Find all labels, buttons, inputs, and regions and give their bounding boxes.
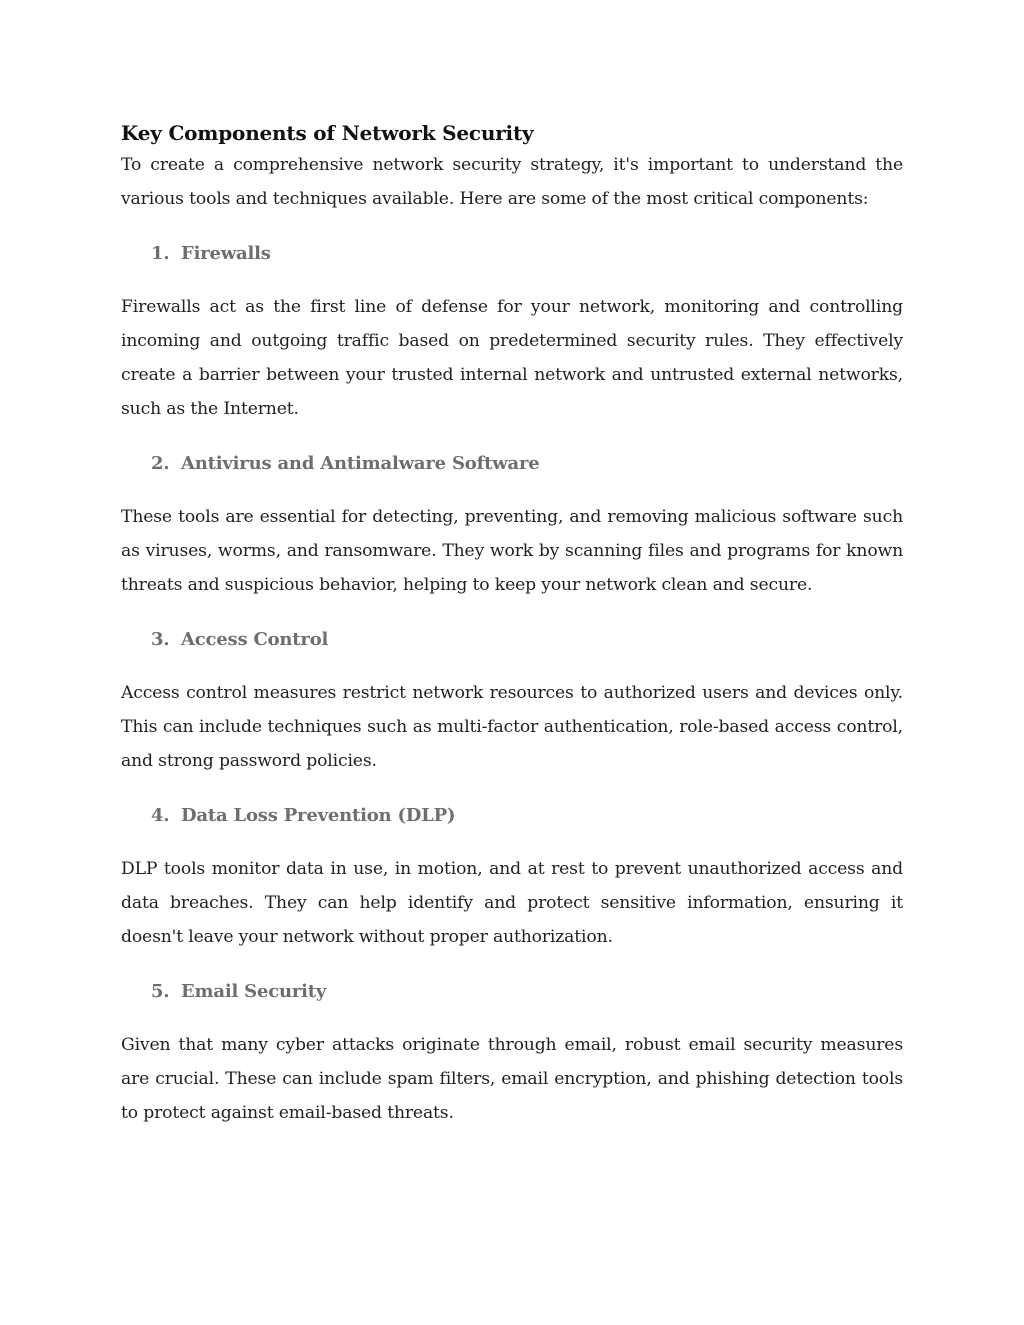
section-email-security: [121, 977, 903, 1130]
page-title: Key Components of Network Security: [121, 121, 534, 145]
section-access-control: [121, 625, 903, 778]
section-heading: [121, 625, 903, 655]
list-number: 2.: [151, 453, 170, 474]
section-body: Firewalls act as the first line of defense for your network, monitoring and controlling incoming and outgoing traffic based on predetermined security rules. They effectively create a barrier between your trusted internal network and untrusted external networks, such as the Internet.: [121, 297, 903, 419]
section-body: These tools are essential for detecting, preventing, and removing malicious software such as viruses, worms, and ransomware. They work by scanning files and programs for known threats and suspicious behavior, helping to keep your network clean and secure.: [121, 507, 903, 595]
section-heading: [121, 977, 903, 1007]
section-heading-label: Data Loss Prevention (DLP): [181, 805, 456, 826]
list-number: 1.: [151, 243, 170, 264]
section-heading-label: Antivirus and Antimalware Software: [181, 453, 540, 474]
section-body: Access control measures restrict network resources to authorized users and devices only. This can include techniques such as multi-factor authentication, role-based access control, and strong password policies.: [121, 683, 903, 771]
section-heading-label: Access Control: [181, 629, 329, 650]
document-page: [121, 118, 903, 1130]
section-antivirus: [121, 449, 903, 602]
section-heading: [121, 239, 903, 269]
section-heading: [121, 449, 903, 479]
list-number: 3.: [151, 629, 170, 650]
section-body: DLP tools monitor data in use, in motion, and at rest to prevent unauthorized access and data breaches. They can help identify and protect sensitive information, ensuring it doesn't leave your network without proper authorization.: [121, 859, 903, 947]
section-heading: [121, 801, 903, 831]
section-body: Given that many cyber attacks originate through email, robust email security measures are crucial. These can include spam filters, email encryption, and phishing detection tools to protect against email-based threats.: [121, 1035, 903, 1123]
section-firewalls: [121, 239, 903, 426]
section-dlp: [121, 801, 903, 954]
section-heading-label: Email Security: [181, 981, 327, 1002]
intro-paragraph: To create a comprehensive network security strategy, it's important to understand the various tools and techniques available. Here are some of the most critical components:: [121, 155, 903, 209]
list-number: 5.: [151, 981, 170, 1002]
list-number: 4.: [151, 805, 170, 826]
section-heading-label: Firewalls: [181, 243, 271, 264]
